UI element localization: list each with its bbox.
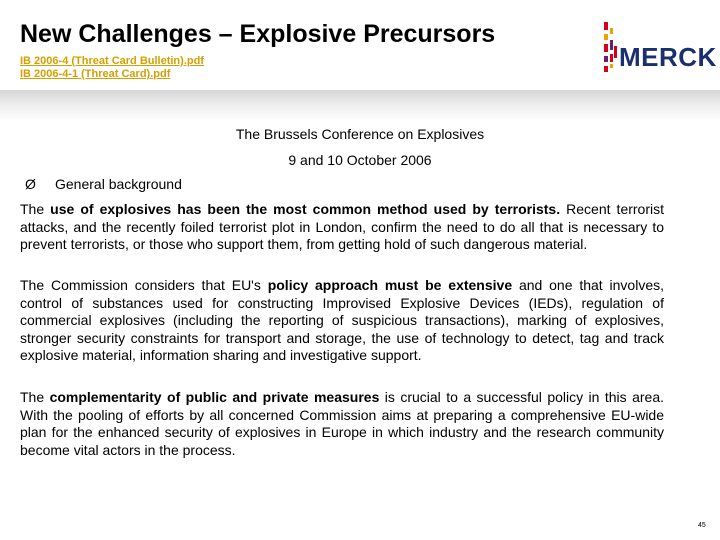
conference-date: 9 and 10 October 2006 xyxy=(288,152,432,168)
arrow-bullet-icon: Ø xyxy=(25,176,36,192)
paragraph-2-rest: and one that involves, control of substances used for constructing Improvised Explosive Devices (IEDs), regulation of commercial explosives (including the reporting of suspicious transactions), marking of explosives, stronger security constraints for transport and storage, the use of technology to detect, tag and track explosive material, information sharing and investigative support. xyxy=(20,277,664,363)
paragraph-1-rest: Recent terrorist attacks, and the recently foiled terrorist plot in London, confirm the need to do all that is necessary to prevent terrorists, or those who support them, from getting hold of such dangerous material. xyxy=(20,201,665,252)
paragraph-2-bold: policy approach must be extensive xyxy=(267,277,513,293)
slide-title: New Challenges – Explosive Precursors xyxy=(20,20,496,48)
paragraph-1 xyxy=(20,201,664,254)
paragraph-2 xyxy=(20,277,664,365)
merck-logo xyxy=(600,18,717,78)
paragraph-3-rest: is crucial to a successful policy in this area. With the pooling of efforts by all concerned Commission aims at preparing a comprehensive EU-wide plan for the enhanced security of explosives in Europe in which industry and the research community become vital actors in the process. xyxy=(20,389,664,458)
paragraph-1-bold: use of explosives has been the most common method used by terrorists. xyxy=(50,201,561,217)
page-number: 45 xyxy=(698,522,706,529)
paragraph-2-lead: The Commission considers that EU's xyxy=(20,277,268,293)
bullet-text: General background xyxy=(55,176,182,192)
threat-card-bulletin-link[interactable]: IB 2006-4 (Threat Card Bulletin).pdf xyxy=(20,55,204,67)
merck-logo-text: MERCK xyxy=(619,42,717,72)
conference-title: The Brussels Conference on Explosives xyxy=(235,126,485,142)
paragraph-3 xyxy=(20,389,664,459)
paragraph-1-lead: The xyxy=(20,201,51,217)
header-gradient-band xyxy=(0,90,720,120)
threat-card-link[interactable]: IB 2006-4-1 (Threat Card).pdf xyxy=(20,68,171,80)
bullet-general-background xyxy=(25,176,182,192)
paragraph-3-bold: complementarity of public and private measures xyxy=(49,389,380,405)
paragraph-3-lead: The xyxy=(20,389,50,405)
